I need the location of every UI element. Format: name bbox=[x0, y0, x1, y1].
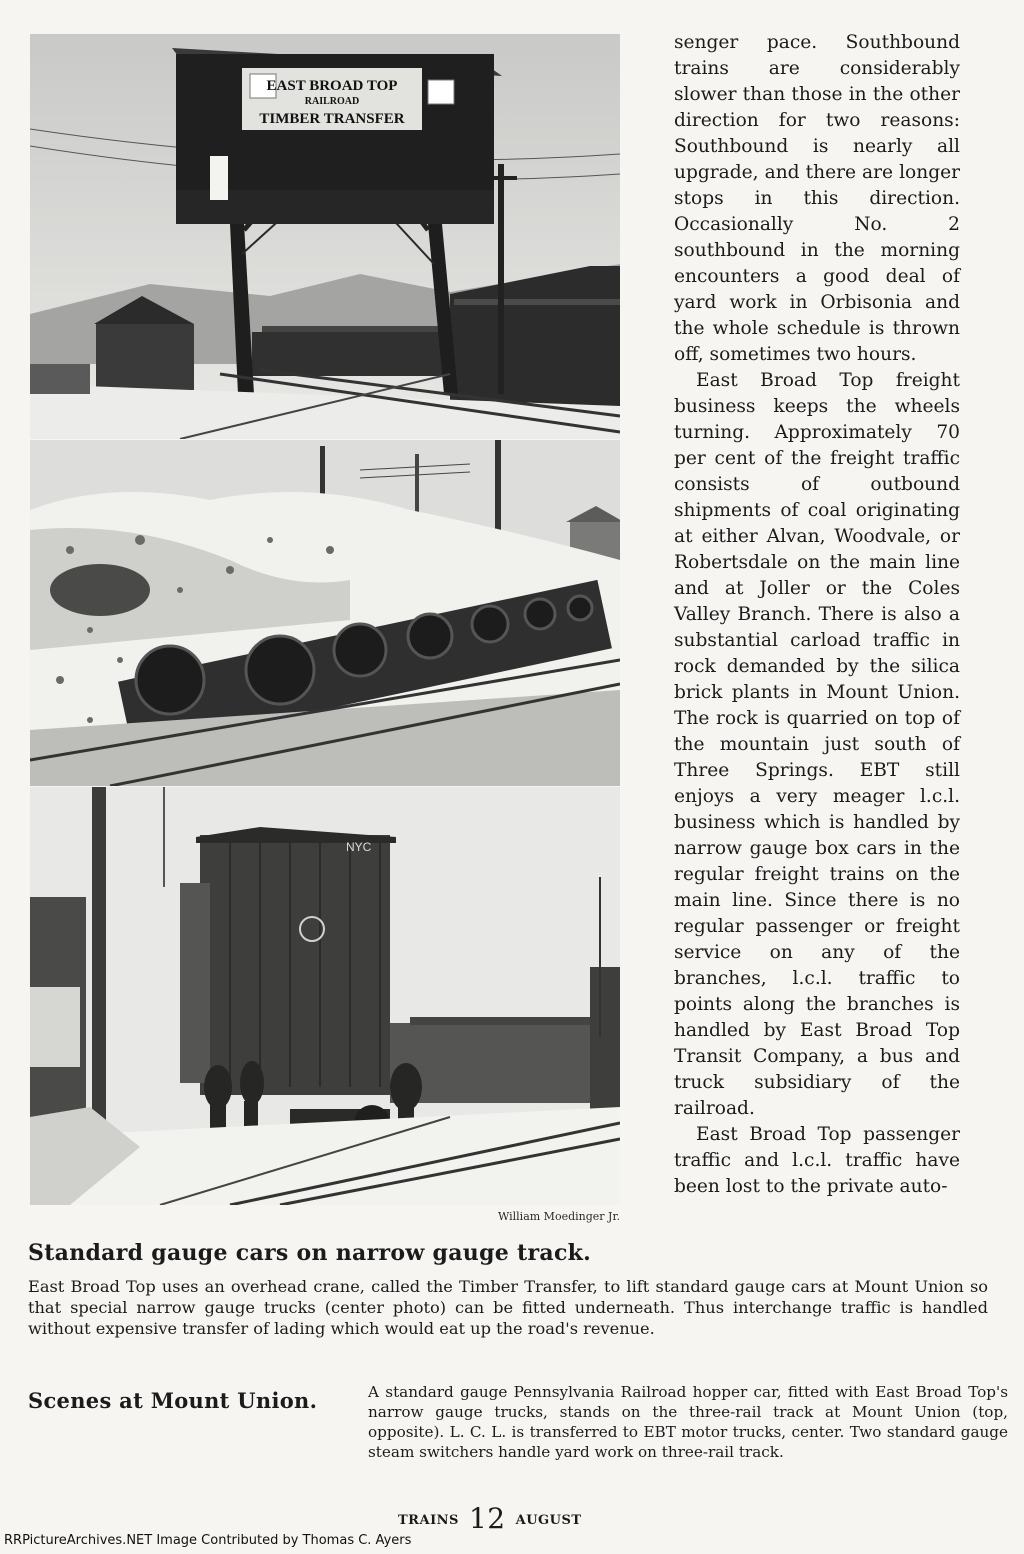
column-paragraph-2: East Broad Top freight business keeps the wheels turning. Approximately 70 per cent of the freight traffic consists of outbound shipments of coal originating at either Alvan, Woodvale, or Robertsdale on the main line and at Joller or the Coles Valley Branch. There is also a substantial carload traffic in rock demanded by the silica brick plants in Mount Union. The rock is quarried on top of the mountain just south of Three Springs. EBT still enjoys a very meager l.c.l. business which is handled by narrow gauge box cars in the regular freight trains on the main line. Since there is no regular passenger or freight service on any of the branches, l.c.l. traffic to points along the branches is handled by East Broad Top Transit Company, a bus and truck subsidiary of the railroad. bbox=[674, 370, 960, 1119]
watermark: RRPictureArchives.NET Image Contributed by Thomas C. Ayers bbox=[4, 1533, 412, 1548]
photo-credit: William Moedinger Jr. bbox=[498, 1210, 620, 1223]
photo-boxcar-transfer bbox=[30, 787, 620, 1205]
caption-body: East Broad Top uses an overhead crane, called the Timber Transfer, to lift standard gauge cars at Mount Union so that special narrow gauge trucks (center photo) can be fitted underneath. Thus interchange traffic is handled without expensive transfer of lading which would eat up the road's revenue. bbox=[28, 1277, 988, 1338]
article-column bbox=[674, 30, 960, 1200]
sign-line-3: TIMBER TRANSFER bbox=[259, 111, 405, 127]
folio-magazine: TRAINS bbox=[398, 1513, 459, 1528]
page-folio bbox=[398, 1498, 598, 1535]
sign-line-1: EAST BROAD TOP bbox=[266, 78, 398, 94]
page-number: 12 bbox=[468, 1502, 506, 1535]
photo-timber-transfer bbox=[30, 34, 620, 439]
photo-narrow-gauge-trucks bbox=[30, 440, 620, 786]
car-marking: NYC bbox=[346, 840, 372, 854]
scenes-body: A standard gauge Pennsylvania Railroad hopper car, fitted with East Broad Top's narrow gauge trucks, stands on the three-rail track at Mount Union (top, opposite). L. C. L. is transferred to EBT motor trucks, center. Two standard gauge steam switchers handle yard work on three-rail track. bbox=[368, 1383, 1008, 1461]
sign-line-2: RAILROAD bbox=[304, 96, 360, 107]
scenes-heading: Scenes at Mount Union. bbox=[28, 1388, 318, 1413]
column-paragraph-3: East Broad Top passenger traffic and l.c.l. traffic have been lost to the private auto- bbox=[674, 1124, 960, 1197]
column-paragraph-1: senger pace. Southbound trains are considerably slower than those in the other direction for two reasons: Southbound is nearly all upgrade, and there are longer stops in this direction. Occasionally No. 2 southbound in the morning encounters a good deal of yard work in Orbisonia and the whole schedule is thrown off, sometimes two hours. bbox=[674, 32, 960, 365]
folio-month: AUGUST bbox=[515, 1513, 582, 1528]
caption-heading: Standard gauge cars on narrow gauge track. bbox=[28, 1240, 592, 1266]
